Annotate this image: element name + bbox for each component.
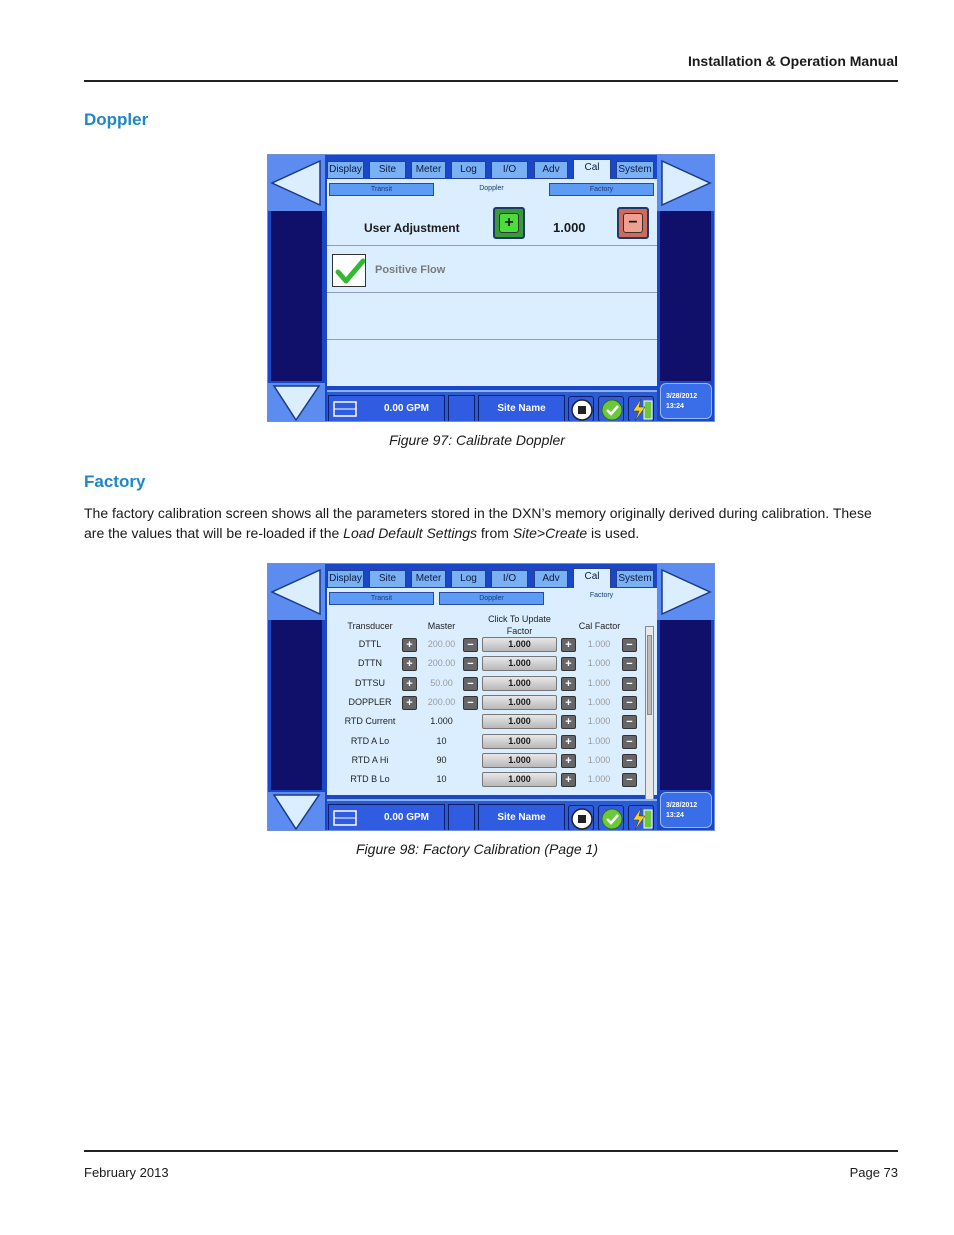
- footer-date: February 2013: [84, 1165, 169, 1180]
- status-bar: [327, 799, 657, 830]
- factory-content: [327, 610, 657, 795]
- cal-minus-button[interactable]: −: [622, 773, 637, 787]
- transducer-name: RTD B Lo: [350, 774, 390, 784]
- update-factor-button[interactable]: 1.000: [482, 714, 557, 729]
- col-update-factor: Click To Update Factor: [488, 614, 551, 636]
- update-factor-button[interactable]: 1.000: [482, 695, 557, 710]
- battery-lightning-icon: [629, 806, 655, 831]
- next-page-button[interactable]: [657, 155, 714, 211]
- doppler-heading: Doppler: [84, 110, 149, 129]
- prev-page-button[interactable]: [268, 155, 325, 211]
- cal-factor-value: 1.000: [587, 774, 611, 784]
- positive-flow-checkbox[interactable]: [332, 254, 366, 287]
- transducer-name: DTTL: [358, 639, 382, 649]
- update-factor-button[interactable]: 1.000: [482, 734, 557, 749]
- left-side-dark: [271, 211, 322, 381]
- figure-97-caption: Figure 97: Calibrate Doppler: [389, 432, 565, 448]
- subtab-doppler[interactable]: Doppler: [439, 592, 544, 605]
- master-value: 50.00: [430, 678, 453, 688]
- update-factor-button[interactable]: 1.000: [482, 637, 557, 652]
- display-icon: [333, 810, 357, 826]
- col-cal-factor: Cal Factor: [578, 621, 621, 631]
- master-plus-button[interactable]: +: [402, 638, 417, 652]
- tab-io[interactable]: I/O: [491, 161, 528, 179]
- transducer-name: RTD A Lo: [350, 736, 390, 746]
- master-minus-button[interactable]: −: [463, 677, 478, 691]
- cal-minus-button[interactable]: −: [622, 715, 637, 729]
- right-side-dark: [660, 620, 711, 790]
- left-arrow-icon: [268, 564, 325, 620]
- scroll-down-button[interactable]: [268, 383, 325, 422]
- col-master: Master: [427, 621, 456, 631]
- check-circle-icon: [599, 397, 625, 422]
- cal-plus-button[interactable]: +: [561, 677, 576, 691]
- master-value: 90: [436, 755, 447, 765]
- update-factor-button[interactable]: 1.000: [482, 753, 557, 768]
- flow-display: [328, 804, 445, 831]
- footer-rule: [84, 1150, 898, 1152]
- subtab-factory[interactable]: Factory: [589, 592, 614, 599]
- datetime-display: [660, 383, 712, 419]
- cal-factor-value: 1.000: [587, 658, 611, 668]
- increase-button[interactable]: [493, 207, 525, 239]
- master-value: 200.00: [427, 697, 456, 707]
- cal-minus-button[interactable]: −: [622, 638, 637, 652]
- positive-flow-label: Positive Flow: [375, 264, 446, 276]
- tab-site[interactable]: Site: [369, 161, 406, 179]
- right-side-panel: [657, 564, 714, 831]
- display-icon: [333, 401, 357, 417]
- next-page-button[interactable]: [657, 564, 714, 620]
- tab-meter[interactable]: Meter: [411, 161, 446, 179]
- transducer-name: RTD Current: [344, 716, 396, 726]
- cal-plus-button[interactable]: +: [561, 735, 576, 749]
- master-value: 10: [436, 774, 447, 784]
- stop-button[interactable]: [568, 396, 594, 422]
- status-bar: [327, 390, 657, 421]
- cal-plus-button[interactable]: +: [561, 754, 576, 768]
- cal-minus-button[interactable]: −: [622, 696, 637, 710]
- flow-display: [328, 395, 445, 422]
- update-factor-button[interactable]: 1.000: [482, 772, 557, 787]
- subtab-factory[interactable]: Factory: [549, 183, 654, 196]
- update-factor-button[interactable]: 1.000: [482, 676, 557, 691]
- doppler-content: [327, 201, 657, 386]
- page-number: Page 73: [849, 1165, 898, 1180]
- master-value: 1.000: [430, 716, 453, 726]
- paragraph-italic-2: Site>Create: [512, 524, 588, 541]
- checkmark-icon: [333, 255, 367, 288]
- subtab-doppler[interactable]: Doppler: [479, 185, 504, 192]
- factory-center-panel: [325, 564, 659, 831]
- tab-cal[interactable]: Cal: [573, 159, 611, 181]
- cal-plus-button[interactable]: +: [561, 638, 576, 652]
- stop-icon: [569, 806, 595, 831]
- figure-98-caption: Figure 98: Factory Calibration (Page 1): [356, 841, 598, 857]
- empty-row-1: [327, 294, 657, 340]
- cal-factor-value: 1.000: [587, 678, 611, 688]
- down-arrow-icon: [268, 383, 325, 422]
- sub-tabs: [327, 179, 657, 201]
- tab-system[interactable]: System: [616, 570, 654, 588]
- check-circle-icon: [599, 806, 625, 831]
- left-arrow-icon: [268, 155, 325, 211]
- time-text: 13:24: [666, 812, 684, 819]
- tab-meter[interactable]: Meter: [411, 570, 446, 588]
- flow-value: 0.00 GPM: [383, 403, 430, 414]
- cal-plus-button[interactable]: +: [561, 773, 576, 787]
- prev-page-button[interactable]: [268, 564, 325, 620]
- subtab-transit[interactable]: Transit: [329, 183, 434, 196]
- factory-paragraph: [84, 504, 874, 543]
- tab-io[interactable]: I/O: [491, 570, 528, 588]
- sub-tabs: [327, 588, 657, 610]
- user-adjustment-label: User Adjustment: [364, 221, 460, 235]
- stop-icon: [569, 397, 595, 422]
- site-name-button[interactable]: Site Name: [478, 395, 565, 422]
- paragraph-italic-1: Load Default Settings: [343, 524, 478, 541]
- stop-button[interactable]: [568, 805, 594, 831]
- site-name-button[interactable]: Site Name: [478, 804, 565, 831]
- update-factor-button[interactable]: 1.000: [482, 656, 557, 671]
- tab-cal[interactable]: Cal: [573, 568, 611, 590]
- transducer-name: DOPPLER: [348, 697, 392, 707]
- paragraph-part-1: The factory calibration screen shows all the parameters stored in the DXN’s memory originally derived during calibration. These are the values that will be re-loaded if the: [84, 505, 872, 541]
- cal-factor-value: 1.000: [587, 755, 611, 765]
- cal-factor-value: 1.000: [587, 697, 611, 707]
- tab-site[interactable]: Site: [369, 570, 406, 588]
- cal-factor-value: 1.000: [587, 716, 611, 726]
- paragraph-part-3: is used.: [587, 524, 640, 541]
- master-value: 200.00: [427, 658, 456, 668]
- left-side-panel: [268, 564, 325, 831]
- cal-plus-button[interactable]: +: [561, 715, 576, 729]
- decrease-button[interactable]: [617, 207, 649, 239]
- minus-icon: −: [623, 213, 643, 233]
- main-tabs: [327, 159, 657, 179]
- user-adjustment-row: [327, 201, 657, 246]
- right-side-dark: [660, 211, 711, 381]
- col-transducer: Transducer: [347, 621, 393, 631]
- left-side-dark: [271, 620, 322, 790]
- blank-status-box: [448, 804, 475, 831]
- right-side-panel: [657, 155, 714, 422]
- status-ok-button[interactable]: [598, 805, 624, 831]
- power-button[interactable]: [628, 805, 654, 831]
- time-text: 13:24: [666, 403, 684, 410]
- tab-display[interactable]: Display: [327, 161, 364, 179]
- master-minus-button[interactable]: −: [463, 638, 478, 652]
- cal-minus-button[interactable]: −: [622, 735, 637, 749]
- plus-icon: +: [499, 213, 519, 233]
- transducer-name: DTTN: [358, 658, 382, 668]
- cal-plus-button[interactable]: +: [561, 696, 576, 710]
- date-text: 3/28/2012: [666, 393, 698, 400]
- doppler-screen: [267, 154, 715, 422]
- master-minus-button[interactable]: −: [463, 696, 478, 710]
- user-adjustment-value: 1.000: [553, 220, 586, 235]
- empty-row-2: [327, 341, 657, 386]
- transducer-name: DTTSU: [355, 678, 385, 688]
- tab-system[interactable]: System: [616, 161, 654, 179]
- master-plus-button[interactable]: +: [402, 657, 417, 671]
- scrollbar-thumb[interactable]: [647, 635, 652, 715]
- paragraph-part-2: from: [477, 524, 513, 541]
- tab-adv[interactable]: Adv: [534, 161, 568, 179]
- battery-lightning-icon: [629, 397, 655, 422]
- tab-display[interactable]: Display: [327, 570, 364, 588]
- subtab-transit[interactable]: Transit: [329, 592, 434, 605]
- master-plus-button[interactable]: +: [402, 677, 417, 691]
- factory-heading: Factory: [84, 472, 146, 491]
- cal-minus-button[interactable]: −: [622, 754, 637, 768]
- cal-minus-button[interactable]: −: [622, 677, 637, 691]
- cal-factor-value: 1.000: [587, 736, 611, 746]
- tab-log[interactable]: Log: [451, 570, 486, 588]
- transducer-name: RTD A Hi: [351, 755, 389, 765]
- blank-status-box: [448, 395, 475, 422]
- right-arrow-icon: [657, 155, 714, 211]
- doppler-center-panel: [325, 155, 659, 422]
- tab-log[interactable]: Log: [451, 161, 486, 179]
- status-ok-button[interactable]: [598, 396, 624, 422]
- tab-adv[interactable]: Adv: [534, 570, 568, 588]
- factory-screen: [267, 563, 715, 831]
- cal-factor-value: 1.000: [587, 639, 611, 649]
- flow-value: 0.00 GPM: [383, 812, 430, 823]
- page-header: Installation & Operation Manual: [687, 53, 898, 69]
- scrollbar[interactable]: [645, 626, 654, 811]
- master-value: 10: [436, 736, 447, 746]
- scroll-down-button[interactable]: [268, 792, 325, 831]
- main-tabs: [327, 568, 657, 588]
- power-button[interactable]: [628, 396, 654, 422]
- date-text: 3/28/2012: [666, 802, 698, 809]
- master-minus-button[interactable]: −: [463, 657, 478, 671]
- down-arrow-icon: [268, 792, 325, 831]
- cal-minus-button[interactable]: −: [622, 657, 637, 671]
- master-value: 200.00: [427, 639, 456, 649]
- datetime-display: [660, 792, 712, 828]
- cal-plus-button[interactable]: +: [561, 657, 576, 671]
- right-arrow-icon: [657, 564, 714, 620]
- master-plus-button[interactable]: +: [402, 696, 417, 710]
- left-side-panel: [268, 155, 325, 422]
- positive-flow-row: [327, 247, 657, 293]
- header-rule: [84, 80, 898, 82]
